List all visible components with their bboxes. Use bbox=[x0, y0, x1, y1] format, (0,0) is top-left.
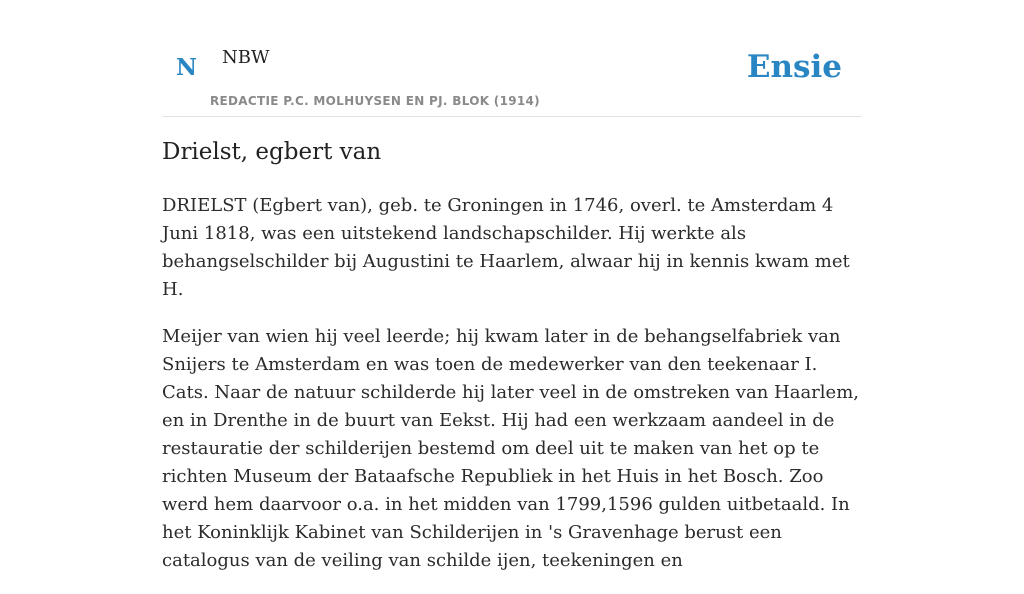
article-paragraph: Meijer van wien hij veel leerde; hij kwam later in de behangselfabriek van Snijers te Amsterdam en was toen de medewerker van den teekenaar I. Cats. Naar de natuur schilderde hij later veel in de omstreken van Haarlem, en in Drenthe in de buurt van Eekst. Hij had een werkzaam aandeel in de restauratie der schilderijen bestemd om deel uit te maken van het op te richten Museum der Bataafsche Republiek in het Huis in het Bosch. Zoo werd hem daarvoor o.a. in het midden van 1799,1596 gulden uitbetaald. In het Koninklijk Kabinet van Schilderijen in 's Gravenhage berust een catalogus van de veiling van schilde ijen, teekeningen en bbox=[162, 326, 859, 572]
article bbox=[162, 136, 864, 594]
brand-logo[interactable]: Ensie bbox=[746, 49, 842, 85]
source-logo[interactable]: N bbox=[176, 54, 198, 81]
source-name[interactable]: NBW bbox=[222, 47, 270, 68]
source-subtitle: REDACTIE P.C. MOLHUYSEN EN PJ. BLOK (1914) bbox=[210, 94, 540, 108]
article-title: Drielst, egbert van bbox=[162, 139, 382, 165]
article-paragraph: DRIELST (Egbert van), geb. te Groningen in 1746, overl. te Amsterdam 4 Juni 1818, was een uitstekend landschapschilder. Hij werkte als behangselschilder bij Augustini te Haarlem, alwaar hij in kennis kwam met H. bbox=[162, 195, 850, 301]
page-header bbox=[162, 0, 862, 117]
